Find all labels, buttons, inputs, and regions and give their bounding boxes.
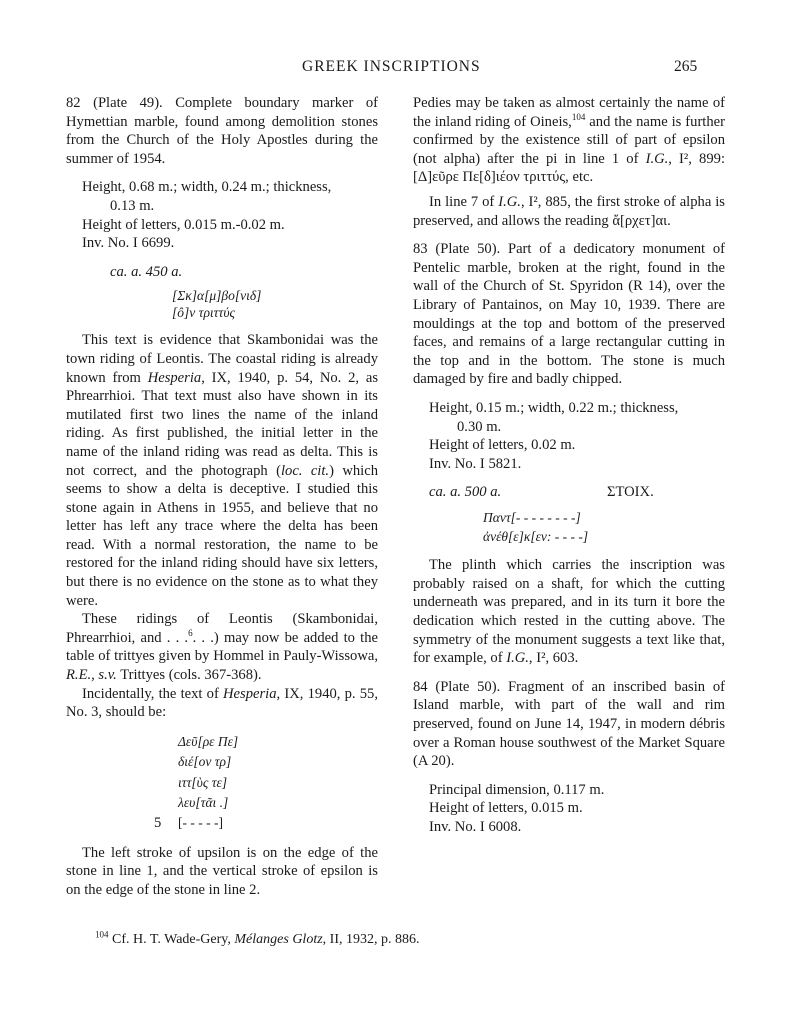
paragraph-pedies: Pedies may be taken as almost certainly the name of the inland riding of Oineis,$^{104}$ and the name is further confirmed by the existence still of part of epsilon (not alpha) after the pi in line 1 of I.G., I², 899: [Δ]εῦρε Πε[δ]ιέον τριττύς, etc. [413,95,725,186]
inscription-line: ἀνέθ[ε]κ[εν: - - - -] [483,529,589,545]
entry-83-date: ca. a. 500 a. [429,484,502,501]
inscription-line: Δεῦ[ρε Πε] [178,733,239,749]
footnote-number: 104 [95,929,109,940]
line-number: 5 [154,815,162,832]
inscription-line: [ô]ν τριττύς [172,305,236,321]
entry-83-date-line [413,483,725,502]
footnote: $^{104}$ Cf. H. T. Wade-Gery, Mélanges Glotz, II, 1932, p. 886. [95,929,420,947]
inscription-line: διέ[ον τρ] [178,754,232,770]
paragraph-skambonidai: This text is evidence that Skambonidai was the town riding of Leontis. The coastal riding is already known from Hesperia, IX, 1940, p. 54, No. 2, as Phrearrhioi. That text must also have shown in its mutilated first two lines the name of the inland riding. As first published, the initial letter in the name of the inland riding was read as delta. This is not correct, and the photograph (loc. cit.) which seems to show a delta is deceptive. I studied this stone again in Athens in 1955, and believe that no letter has left any trace where the delta has been read. With a normal restoration, the name to be restored for the inland riding should have six letters, but there is no evidence on the stone as to what they were. [66,332,378,609]
entry-82-inscription [66,287,378,321]
entry-82-letter-height: Height of letters, 0.015 m.-0.02 m. [82,216,285,233]
entry-83-inventory: Inv. No. I 5821. [429,455,522,472]
hesperia-inscription [66,732,378,834]
paragraph-incidentally: Incidentally, the text of Hesperia, IX, 1940, p. 55, No. 3, should be: [66,685,378,721]
entry-82-inventory: Inv. No. I 6699. [82,235,175,252]
inscription-line: [- - - - -] [178,815,223,831]
running-head-title: GREEK INSCRIPTIONS [302,58,481,75]
inscription-line: [Σκ]α[μ]βο[νιδ] [172,288,262,304]
entry-83-intro: 83 (Plate 50). Part of a dedicatory monument of Pentelic marble, broken at the right, found in the wall of the Church of St. Spyridon (R 14), over the Library of Pantainos, on May 10, 1939. There are mouldings at the top and bottom of the preserved faces, and remains of a large rectangular cutting in the top and in the bottom. The stone is much damaged by fire and badly chipped. [413,241,725,388]
entry-83-specs [413,399,725,473]
paragraph-ridings: These ridings of Leontis (Skambonidai, Phrearrhioi, and . . .$^6$. . .) may now be added to the table of trittyes given by Hommel in Pauly-Wissowa, R.E., s.v. Trittyes (cols. 367-368). [66,611,378,684]
entry-84-letter-height: Height of letters, 0.015 m. [429,800,583,817]
page-number: 265 [674,58,698,75]
inscription-line: Παντ[- - - - - - - -] [483,510,581,526]
left-column [66,94,378,900]
entry-84-intro: 84 (Plate 50). Fragment of an inscribed basin of Island marble, with part of the wall and rim preserved, found on June 14, 1947, in modern débris over a Roman house southwest of the Market Square (A 20). [413,678,725,770]
inscription-line: ιττ[ὺς τε] [178,774,228,790]
entry-82-specs [66,178,378,252]
entry-82-dimensions: Height, 0.68 m.; width, 0.24 m.; thickness, 0.13 m. [82,179,332,214]
paragraph-line-seven: In line 7 of I.G., I², 885, the first stroke of alpha is preserved, and allows the reading ἄ[ρχετ]αι. [413,193,725,229]
entry-82-date: ca. a. 450 a. [110,263,183,280]
entry-83-letter-height: Height of letters, 0.02 m. [429,437,576,454]
entry-84-inventory: Inv. No. I 6008. [429,819,522,835]
entry-82-intro: 82 (Plate 49). Complete boundary marker of Hymettian marble, found among demolition stones from the Church of the Holy Apostles during the summer of 1954. [66,95,378,167]
entry-83-inscription [413,508,725,546]
paragraph-strokes: The left stroke of upsilon is on the edge of the stone in line 1, and the vertical stroke of epsilon is on the edge of the stone in line 2. [66,844,378,899]
paragraph-plinth: The plinth which carries the inscription was probably raised on a shaft, for which the cutting underneath was prepared, and in its turn it bore the dedication which rested in the cutting above. The symmetry of the monument suggests a text like that, for example, of I.G., I², 603. [413,557,725,667]
entry-83-dimensions: Height, 0.15 m.; width, 0.22 m.; thickness, 0.30 m. [429,399,679,435]
right-column [413,94,725,837]
inscription-line: λευ[τᾶι .] [178,795,229,811]
entry-84-dimension: Principal dimension, 0.117 m. [429,781,605,798]
entry-84-specs [413,781,725,837]
stoichedon-label: ΣΤΟΙΧ. [607,484,654,501]
